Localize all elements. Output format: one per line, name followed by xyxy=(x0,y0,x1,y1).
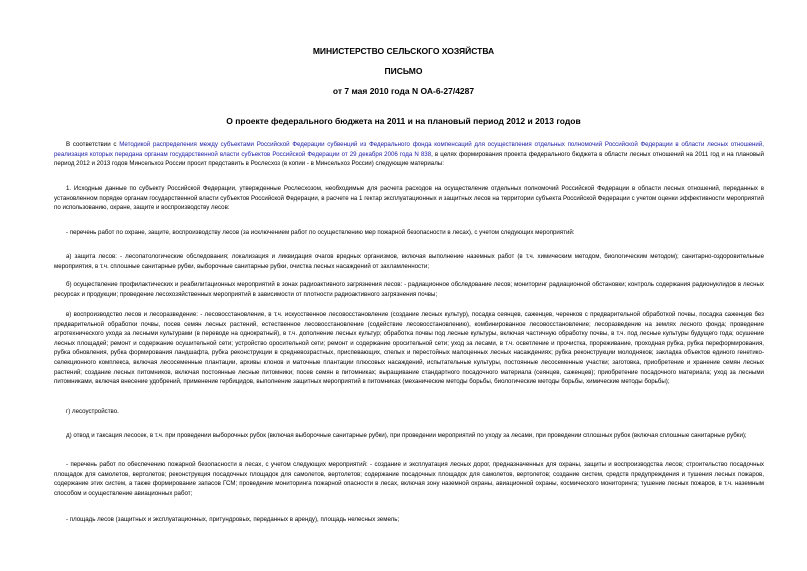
ministry-title: МИНИСТЕРСТВО СЕЛЬСКОГО ХОЗЯЙСТВА xyxy=(312,46,495,56)
paragraph-forest-area: - площадь лесов (защитных и эксплуатационных, притундровых, переданных в аренду), площадь нелесных земель; xyxy=(66,516,400,523)
paragraph-1: 1. Исходные данные по субъекту Российской Федерации, утвержденные Рослесхозом, необходимые для расчета расходов на осуществление отдельных полномочий Российской Федерации в области лесных отношений, переданных в установленном порядке органам государственной власти субъектов Российской Федерации, в расчете на 1 гектар эксплуатационных и защитных лесов на территории субъекта Российской Федерации с учетом оценки эффективности мероприятий по использованию, охране, защите и воспроизводству лесов: xyxy=(54,185,764,212)
document-type: ПИСЬМО xyxy=(384,66,423,76)
paragraph-work-list: - перечень работ по охране, защите, воспроизводству лесов (за исключением работ по осуществлению мер пожарной безопасности в лесах), с учетом следующих мероприятий: xyxy=(66,229,575,236)
paragraph-g: г) лесоустройство. xyxy=(66,408,119,415)
paragraph-d: д) отвод и таксация лесосек, в т.ч. при проведении выборочных рубок (включая выборочные санитарные рубки), при проведении мероприятий по уходу за лесами, при проведении сплошных рубок (включая сплошные санитарные рубки); xyxy=(66,432,747,439)
methodology-link[interactable]: Методикой распределения между субъектами Российской Федерации субвенций из Федерального фонда компенсаций для осуществления отдельных полномочий Российской Федерации в области лесных отношений, реализация которых передана органам государственной власти субъектов Российской Федерации от 29 декабря 2006 года N 838 xyxy=(54,141,764,158)
paragraph-a: а) защита лесов: - лесопатологические обследования; локализация и ликвидация очагов вредных организмов, включая выполнение наземных работ (в т.ч. химическим методом, биологическим методом); санитарно-оздоровительные мероприятия, в т.ч. сплошные санитарные рубки, выборочные санитарные рубки, очистка лесных насаждений от захламленности; xyxy=(54,253,764,270)
paragraph-v: в) воспроизводство лесов и лесоразведение: - лесовосстановление, в т.ч. искусственное лесовосстановление (создание лесных культур), посадка сеянцев, саженцев, черенков с предварительной обработкой почвы, посадка саженцев без предварительной обработки почвы, посев семян лесных растений, естественное лесовосстановление (содействие лесовосстановлению), комбинированное лесовосстановление; лесоразведение на землях лесного фонда; проведение агротехнического ухода за лесными культурами (в переводе на однократный), в т.ч. дополнение лесных культур; обработка почвы под лесные культуры, включая частичную обработку почвы, в т.ч. под лесные культуры будущего года; осушение лесных площадей; ремонт и содержание осушительной сети; устройство оросительной сети; ремонт и содержание оросительной сети; уход за лесами, в т.ч. осветление и прочистка, прореживание, проходная рубка, рубка переформирования, рубка обновления, рубка формирования ландшафта, рубка реконструкции в средневозрастных, приспевающих, спелых и перестойных малоценных лесных насаждениях; рубка реконструкции молодняков; закладка объектов единого генетико-селекционного комплекса, включая лесосеменные плантации, архивы клонов и маточные плантации плюсовых насаждений, испытательные культуры, постоянные лесосеменные участки; заготовка, приобретение и хранение семян лесных растений; создание лесных питомников, включая постоянные лесные питомники; посев семян в питомниках; выращивание стандартного посадочного материала (сеянцев, саженцев); приобретение посадочного материала; уход за лесными питомниками, включая внесение удобрений, применение гербицидов, выполнение защитных мероприятий в питомниках (механические методы борьбы, биологические методы борьбы, химические методы борьбы); xyxy=(54,311,764,386)
paragraph-fire-safety: - перечень работ по обеспечению пожарной безопасности в лесах, с учетом следующих мероприятий: - создание и эксплуатация лесных дорог, предназначенных для охраны, защиты и воспроизводства лесов; строительство посадочных площадок для самолетов, вертолетов; реконструкция посадочных площадок для самолетов, вертолетов; содержание посадочных площадок для самолетов, вертолетов; создание систем, средств предупреждения и тушения лесных пожаров, содержание этих систем, а также формирование запасов ГСМ; проведение мониторинга пожарной опасности в лесах, включая зону наземной охраны, авиационной охраны, космического мониторинга; тушение лесных пожаров, в т.ч. наземным способом и осуществление авиационных работ; xyxy=(54,461,764,497)
paragraph-b: б) осуществление профилактических и реабилитационных мероприятий в зонах радиоактивного загрязнения лесов: - радиационное обследование лесов; мониторинг радиационной обстановки; контроль содержания радионуклидов в лесных ресурсах и продукции; проведение лесохозяйственных мероприятий в зависимости от плотности радиоактивного загрязнения почвы; xyxy=(54,281,764,298)
document-date-number: от 7 мая 2010 года N ОА-6-27/4287 xyxy=(332,86,475,96)
document-subject: О проекте федерального бюджета на 2011 и на плановый период 2012 и 2013 годов xyxy=(226,116,581,126)
intro-tail: , в целях формирования проекта федерального бюджета в области лесных отношений на 2011 год и на плановый период 2012 и 2013 годов Минсельхоз России просит представить в Рослесхоз (в копии - в Минсельхоз России) следующие материалы: xyxy=(54,150,764,168)
intro-paragraph xyxy=(54,140,764,169)
intro-lead: В соответствии с xyxy=(66,141,120,148)
